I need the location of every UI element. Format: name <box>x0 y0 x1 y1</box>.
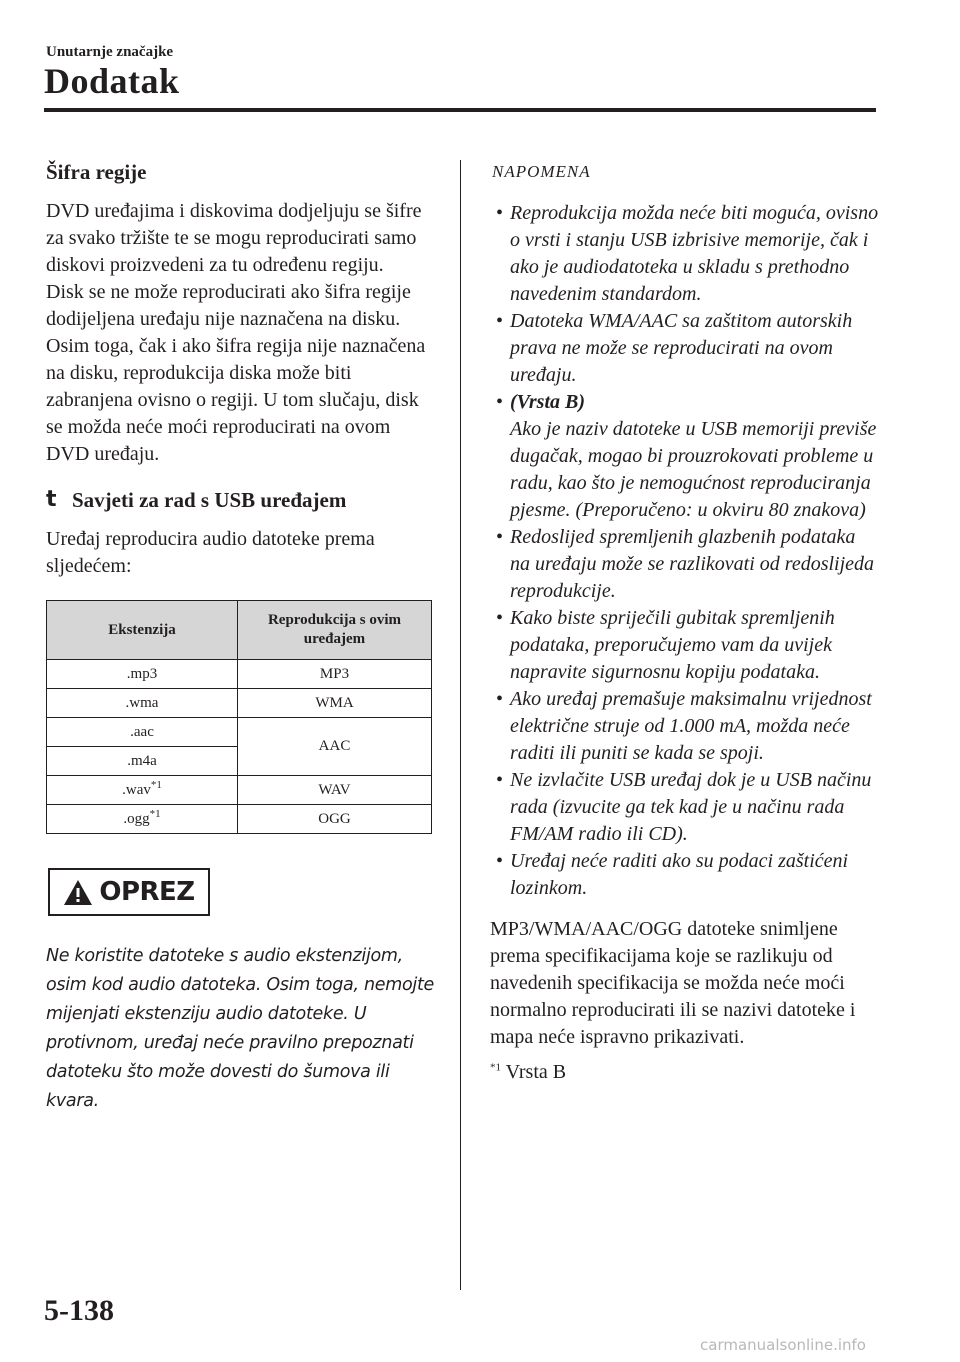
note-text: Ne izvlačite USB uređaj dok je u USB načinu rada (izvucite ga tek kad je u načinu rada FM/AM radio ili CD). <box>510 769 872 845</box>
bullet-icon: • <box>496 202 504 224</box>
table-row <box>47 776 432 805</box>
note-text: Kako biste spriječili gubitak spremljenih podataka, preporučujemo vam da uvijek napravite sigurnosnu kopiju podataka. <box>510 607 835 683</box>
note-text: Redoslijed spremljenih glazbenih podataka na uređaju može se razlikovati od redoslijeda reprodukcije. <box>510 526 875 602</box>
column-divider <box>460 160 461 1290</box>
list-item <box>490 686 880 767</box>
table-header-extension: Ekstenzija <box>47 601 238 660</box>
note-list <box>490 200 880 902</box>
table-row <box>47 805 432 834</box>
caution-box <box>48 868 210 916</box>
table-cell-format: WMA <box>238 689 432 718</box>
table-cell-extension: .m4a <box>47 747 238 776</box>
note-title: NAPOMENA <box>492 162 591 181</box>
table-cell-format: MP3 <box>238 660 432 689</box>
note-bold: (Vrsta B) <box>510 391 586 413</box>
list-item <box>490 308 880 389</box>
bullet-icon: • <box>496 310 504 332</box>
table-row <box>47 718 432 747</box>
section-label: Unutarnje značajke <box>46 44 174 60</box>
list-item <box>490 200 880 308</box>
list-item <box>490 605 880 686</box>
bullet-icon: • <box>496 607 504 629</box>
right-column <box>490 158 880 1086</box>
bullet-icon: • <box>496 526 504 548</box>
footnote <box>490 1059 880 1086</box>
list-item <box>490 767 880 848</box>
bullet-icon: • <box>496 391 504 413</box>
bullet-icon: • <box>496 688 504 710</box>
page-number: 5-138 <box>44 1294 114 1327</box>
extension-text: .wav <box>122 781 151 798</box>
list-item <box>490 848 880 902</box>
usb-tips-heading <box>46 486 436 514</box>
region-paragraph: Osim toga, čak i ako šifra regija nije naznačena na disku, reprodukcija diska može biti zabranjena ovisno o regiji. U tom slučaju, disk se možda neće moći reproducirati na ovom DVD uređaju. <box>46 335 426 465</box>
table-row <box>47 660 432 689</box>
list-item <box>490 524 880 605</box>
usb-tips-heading-text: Savjeti za rad s USB uređajem <box>72 488 347 512</box>
table-cell-format: WAV <box>238 776 432 805</box>
caution-text: Ne koristite datoteke s audio ekstenzijom, osim kod audio datoteka. Osim toga, nemojte mijenjati ekstenziju audio datoteke. U protivnom, uređaj neće pravilno prepoznati datoteku što može dovesti do šumova ili kvara. <box>46 946 434 1111</box>
table-cell-extension: .mp3 <box>47 660 238 689</box>
warning-triangle-icon <box>63 879 93 906</box>
table-cell-extension: .wma <box>47 689 238 718</box>
table-header-row <box>47 601 432 660</box>
region-paragraph: DVD uređajima i diskovima dodjeljuju se šifre za svako tržište te se mogu reproducirati samo diskovi proizvedeni za tu određenu regiju. <box>46 200 422 276</box>
header-rule <box>44 108 876 112</box>
note-text: Reprodukcija možda neće biti moguća, ovisno o vrsti i stanju USB izbrisive memorije, čak i ako je audiodatoteka u skladu s prethodno navedenim standardom. <box>510 202 879 305</box>
table-row <box>47 689 432 718</box>
extension-text: .ogg <box>123 810 150 827</box>
bullet-icon: • <box>496 769 504 791</box>
footnote-ref: *1 <box>150 778 162 791</box>
table-header-playback: Reprodukcija s ovim uređajem <box>238 601 432 660</box>
region-code-heading: Šifra regije <box>46 160 147 184</box>
watermark-link[interactable]: carmanualsonline.info <box>700 1336 866 1354</box>
note-text: Ako je naziv datoteke u USB memoriji previše dugačak, mogao bi prouzrokovati probleme u radu, kao što je nemogućnost reproduciranja pjesme. (Preporučeno: u okviru 80 znakova) <box>510 418 877 521</box>
region-paragraph: Disk se ne može reproducirati ako šifra regije dodijeljena uređaju nije naznačena na disku. <box>46 281 411 330</box>
table-cell-format: OGG <box>238 805 432 834</box>
footnote-mark: *1 <box>490 1061 501 1074</box>
note-text: Datoteka WMA/AAC sa zaštitom autorskih prava ne može se reproducirati na ovom uređaju. <box>510 310 853 386</box>
table-cell-extension <box>47 776 238 805</box>
footnote-ref: *1 <box>149 807 161 820</box>
table-cell-extension: .aac <box>47 718 238 747</box>
usb-intro: Uređaj reproducira audio datoteke prema sljedećem: <box>46 528 375 577</box>
extension-table <box>46 600 432 834</box>
chapter-title: Dodatak <box>44 61 180 101</box>
left-column <box>46 158 436 1116</box>
note-text: Uređaj neće raditi ako su podaci zaštićeni lozinkom. <box>510 850 849 899</box>
list-item <box>490 389 880 524</box>
note-text: Ako uređaj premašuje maksimalnu vrijednost električne struje od 1.000 mA, možda neće raditi ili puniti se kada se spoji. <box>510 688 872 764</box>
caution-label: OPREZ <box>99 877 195 907</box>
format-note-paragraph: MP3/WMA/AAC/OGG datoteke snimljene prema specifikacijama koje se razlikuju od navedenih specifikacija se možda neće moći normalno reproducirati ili se nazivi datoteke i mapa neće ispravno prikazivati. <box>490 918 856 1048</box>
section-marker-icon: t <box>46 487 57 512</box>
table-cell-format: AAC <box>238 718 432 776</box>
table-cell-extension <box>47 805 238 834</box>
footnote-text: Vrsta B <box>505 1061 567 1083</box>
bullet-icon: • <box>496 850 504 872</box>
